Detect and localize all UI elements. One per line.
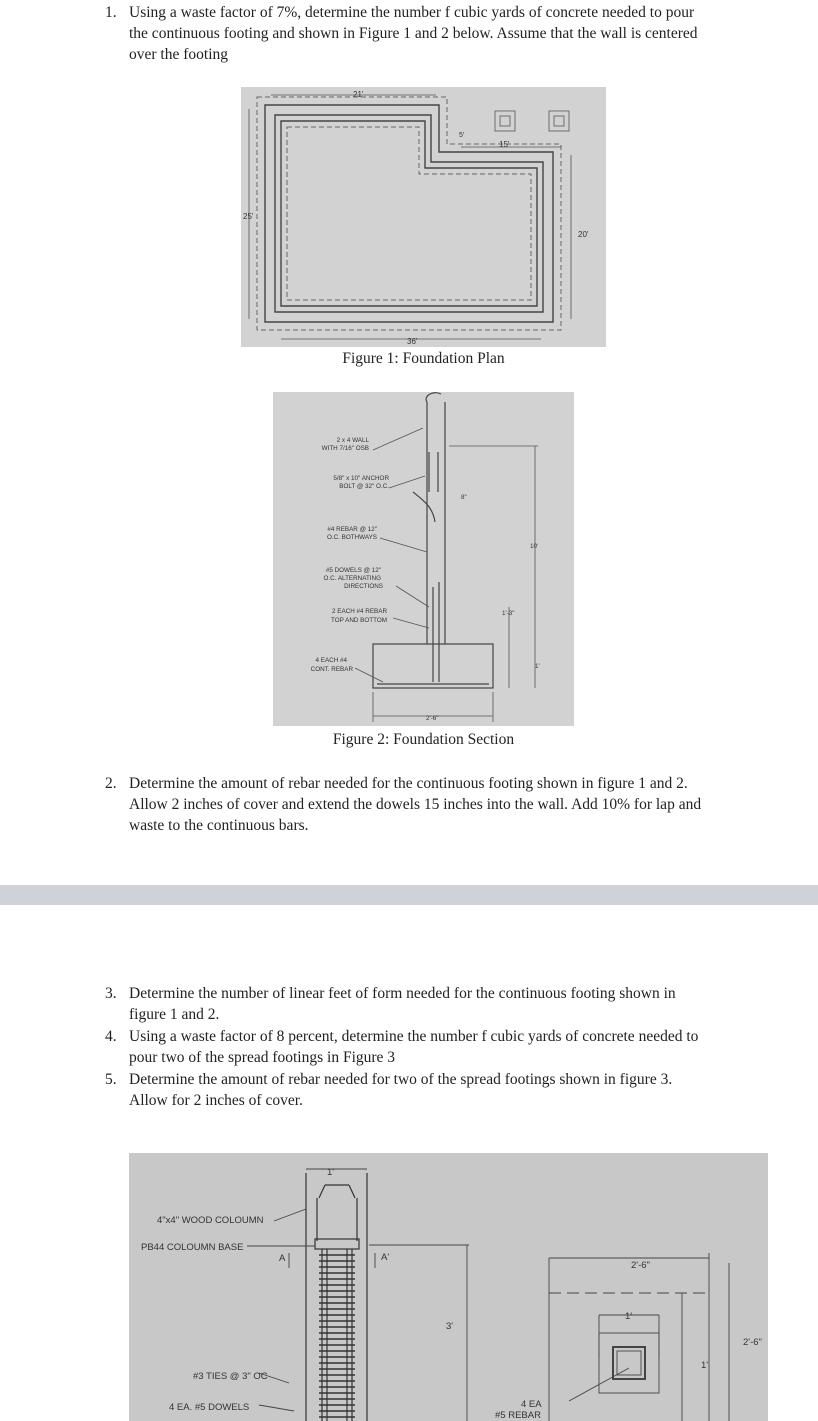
figure-2-foundation-section xyxy=(273,392,574,726)
question-4 xyxy=(105,1026,805,1068)
dim-footing-width: 2'-6" xyxy=(426,715,439,722)
dim-wall-thk: 8" xyxy=(461,494,467,501)
foundation-section-drawing xyxy=(273,392,574,726)
tie-bars xyxy=(319,1255,355,1417)
text-line: Determine the amount of rebar needed for two of the spread footings shown in figure 3. xyxy=(129,1071,673,1088)
label-rebar-1: 4 EA xyxy=(521,1399,542,1410)
label-dowels-2: O.C. ALTERNATING xyxy=(323,575,381,582)
question-number: 3. xyxy=(105,985,117,1002)
text-line: Using a waste factor of 8 percent, determine the number f cubic yards of concrete needed to xyxy=(129,1028,699,1045)
dim-plan-inner-h: 1' xyxy=(701,1360,709,1371)
label-column: 4"x4" WOOD COLOUMN xyxy=(157,1215,264,1226)
question-number: 4. xyxy=(105,1028,117,1045)
question-1 xyxy=(105,2,805,66)
question-text xyxy=(129,2,698,65)
label-rebar-2: O.C. BOTHWAYS xyxy=(326,534,377,541)
label-anchor-2: BOLT @ 32" O.C. xyxy=(339,483,389,490)
text-line: Using a waste factor of 7%, determine the number f cubic yards of concrete needed to pour xyxy=(129,4,695,21)
label-topbottom-1: 2 EACH #4 REBAR xyxy=(332,608,387,615)
question-text xyxy=(129,1069,672,1111)
dim-footing-depth: 1' xyxy=(535,663,540,670)
dim-top: 21' xyxy=(353,90,364,99)
dim-height: 10' xyxy=(530,543,539,550)
text-line: Determine the number of linear feet of form needed for the continuous footing shown in xyxy=(129,985,676,1002)
label-wall-1: 2 x 4 WALL xyxy=(336,437,369,444)
label-dowels: 4 EA. #5 DOWELS xyxy=(169,1402,250,1413)
label-cont-1: 4 EACH #4 xyxy=(315,657,347,664)
text-line: figure 1 and 2. xyxy=(129,1006,220,1023)
question-2 xyxy=(105,773,805,837)
dim-bottom: 36' xyxy=(407,337,418,346)
page-break-divider xyxy=(0,885,818,905)
question-text xyxy=(129,773,701,836)
question-5 xyxy=(105,1069,805,1111)
question-3 xyxy=(105,983,805,1025)
text-line: Allow 2 inches of cover and extend the dowels 15 inches into the wall. Add 10% for lap and xyxy=(129,796,702,813)
mark-a-prime: A' xyxy=(381,1252,390,1263)
question-number: 1. xyxy=(105,4,117,21)
label-cont-2: CONT. REBAR xyxy=(310,666,353,673)
dim-step-short: 5' xyxy=(459,132,465,139)
text-line: Determine the amount of rebar needed for the continuous footing shown in figure 1 and 2. xyxy=(129,775,688,792)
label-ties: #3 TIES @ 3" OC xyxy=(193,1371,268,1382)
label-wall-2: WITH 7/16" OSB xyxy=(321,445,369,452)
label-rebar-2: #5 REBAR xyxy=(495,1410,541,1421)
mark-a: A xyxy=(279,1253,286,1264)
figure-1-foundation-plan xyxy=(241,87,606,347)
foundation-plan-drawing xyxy=(241,87,606,347)
dim-plan-h: 2'-6" xyxy=(743,1337,762,1348)
dim-height: 3' xyxy=(446,1321,454,1332)
dim-left: 25' xyxy=(243,212,254,221)
dim-stem: 1'-3" xyxy=(502,610,515,617)
label-base: PB44 COLOUMN BASE xyxy=(141,1242,244,1253)
figure-2-caption: Figure 2: Foundation Section xyxy=(332,731,515,748)
question-number: 2. xyxy=(105,775,117,792)
dim-plan-w: 2'-6" xyxy=(631,1260,650,1271)
text-line: over the footing xyxy=(129,46,229,63)
text-line: Allow for 2 inches of cover. xyxy=(129,1092,303,1109)
spread-footing-drawing xyxy=(129,1153,768,1421)
question-text xyxy=(129,1026,698,1068)
label-anchor-1: 5/8" x 10" ANCHOR xyxy=(333,475,389,482)
label-dowels-1: #5 DOWELS @ 12" xyxy=(325,567,381,574)
question-text xyxy=(129,983,676,1025)
figure-3-spread-footing xyxy=(129,1153,768,1421)
question-number: 5. xyxy=(105,1071,117,1088)
dim-plan-inner: 1' xyxy=(625,1311,633,1322)
figure-1-caption: Figure 1: Foundation Plan xyxy=(342,350,505,367)
label-topbottom-2: TOP AND BOTTOM xyxy=(331,617,387,624)
text-line: pour two of the spread footings in Figure 3 xyxy=(129,1049,396,1066)
text-line: waste to the continuous bars. xyxy=(129,817,309,834)
text-line: the continuous footing and shown in Figure 1 and 2 below. Assume that the wall is centered xyxy=(129,25,698,42)
label-dowels-3: DIRECTIONS xyxy=(344,583,383,590)
dim-step-long: 15' xyxy=(499,140,510,149)
dim-right: 20' xyxy=(578,230,589,239)
dim-top: 1' xyxy=(327,1167,335,1178)
label-rebar-1: #4 REBAR @ 12" xyxy=(327,526,377,533)
